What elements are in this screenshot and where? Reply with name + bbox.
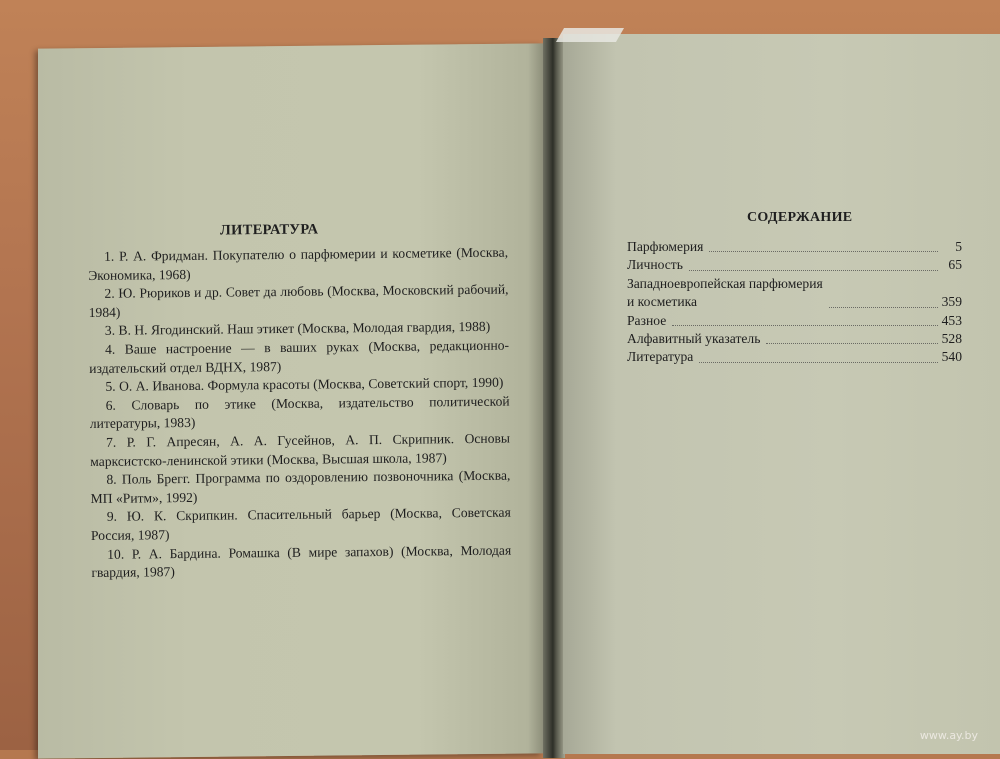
toc-leader-dots (709, 251, 938, 252)
book-gutter (543, 38, 565, 758)
toc-leader-dots (689, 270, 938, 271)
toc-entry-page: 453 (941, 312, 962, 328)
toc-entry-page: 540 (941, 349, 962, 365)
toc-leader-dots (829, 307, 938, 308)
toc-entry (627, 312, 962, 330)
toc-entry-page: 528 (941, 331, 962, 347)
toc-entry-label: Западноевропейская парфюмерия и косметика (627, 275, 823, 310)
bibliography-item: 8. Поль Брегг. Программа по оздоровлению позвоночника (Москва, МП «Ритм», 1992) (90, 467, 511, 506)
toc-entry-label: Литература (627, 349, 694, 365)
toc-entry-page: 5 (955, 239, 962, 254)
bibliography-title: ЛИТЕРАТУРА (219, 221, 319, 239)
toc-entry (627, 330, 962, 348)
toc-entry-label: Разное (627, 312, 667, 328)
bibliography-item: 5. О. А. Иванова. Формула красоты (Москва, Советский спорт, 1990) (105, 374, 504, 394)
toc-leader-dots (699, 362, 937, 363)
toc-entry-label: Парфюмерия (627, 239, 704, 254)
toc-leader-dots (672, 325, 937, 326)
toc-entry-label: Алфавитный указатель (627, 331, 761, 347)
bibliography-item: 10. Р. А. Бардина. Ромашка (В мире запахов) (Москва, Молодая гвардия, 1987) (91, 542, 512, 581)
bibliography-list (88, 244, 511, 583)
toc-entry-page: 65 (948, 257, 962, 273)
toc-entry-label: Личность (627, 257, 683, 273)
page-edge (556, 28, 624, 42)
right-page (563, 34, 1000, 754)
bibliography-item: 2. Ю. Рюриков и др. Совет да любовь (Москва, Московский рабочий, 1984) (88, 281, 509, 320)
bibliography-item: 7. Р. Г. Апресян, А. А. Гусейнов, А. П. Скрипник. Основы марксистско-ленинской этики (Москва, Высшая школа, 1987) (90, 430, 511, 469)
toc-entry (627, 348, 962, 366)
site-watermark: www.ay.by (919, 729, 978, 742)
contents-title: СОДЕРЖАНИЕ (747, 210, 853, 225)
toc-entry-page: 359 (941, 294, 962, 310)
toc-entry (627, 238, 962, 256)
table-of-contents (627, 238, 962, 367)
bibliography-item: 4. Ваше настроение — в ваших руках (Москва, редакционно-издательский отдел ВДНХ, 1987) (89, 337, 510, 376)
bibliography-item: 6. Словарь по этике (Москва, издательство политической литературы, 1983) (89, 393, 510, 432)
toc-entry (627, 256, 962, 274)
toc-entry (627, 275, 962, 312)
toc-leader-dots (766, 343, 937, 344)
bibliography-item: 9. Ю. К. Скрипкин. Спасительный барьер (Москва, Советская Россия, 1987) (90, 504, 511, 543)
bibliography-item: 1. Р. А. Фридман. Покупателю о парфюмерии и косметике (Москва, Экономика, 1968) (88, 244, 509, 283)
bibliography-item: 3. В. Н. Ягодинский. Наш этикет (Москва, Молодая гвардия, 1988) (104, 319, 491, 339)
